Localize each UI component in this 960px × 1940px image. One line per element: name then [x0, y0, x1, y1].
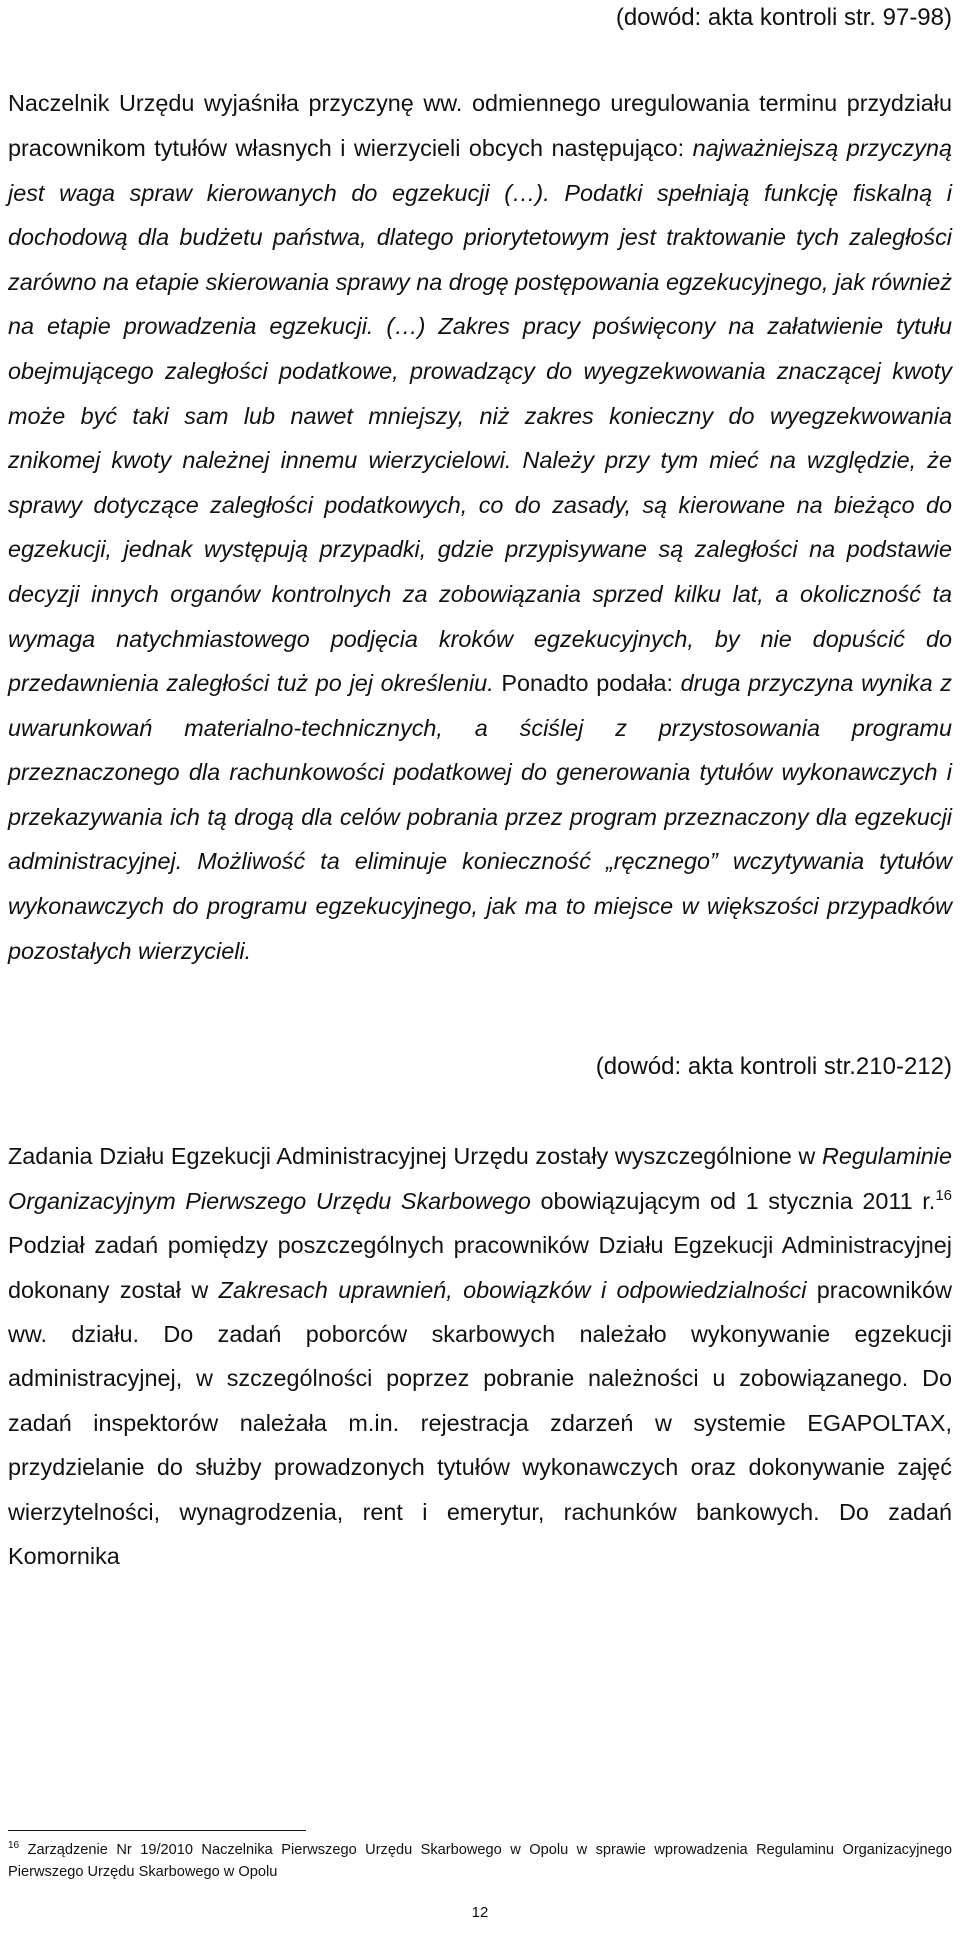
explanation-paragraph — [8, 81, 952, 973]
evidence-reference: (dowód: akta kontroli str. 97-98) — [615, 4, 952, 31]
page-number: 12 — [471, 1904, 489, 1921]
paragraph-text: obowiązującym od 1 stycznia 2011 r. — [530, 1187, 936, 1214]
quoted-explanation: druga przyczyna wynika z uwarunkowań materialno-technicznych, a ściślej z przystosowania programu przeznaczonego dla rachunkowości podatkowej do generowania tytułów wykonawczych i przekazywania ich tą drogą dla celów pobrania przez program przeznaczony dla egzekucji administracyjnej. Możliwość ta eliminuje konieczność „ręcznego” wczytywania tytułów wykonawczych do programu egzekucyjnego, jak ma to miejsce w większości przypadków pozostałych wierzycieli. — [8, 670, 952, 964]
footnote-separator — [8, 1830, 306, 1831]
document-page — [8, 0, 952, 1940]
footnote-number: 16 — [8, 1840, 20, 1852]
paragraph-text: Naczelnik Urzędu wyjaśniła przyczynę ww. odmiennego uregulowania terminu przydziału pracownikom tytułów własnych i wierzycieli obcych następująco: — [8, 90, 952, 161]
footnote-text: Zarządzenie Nr 19/2010 Naczelnika Pierwszego Urzędu Skarbowego w Opolu w sprawie wprowadzenia Regulaminu Organizacyjnego Pierwszego Urzędu Skarbowego w Opolu — [8, 1842, 952, 1880]
regulation-title: Regulaminie Organizacyjnym Pierwszego Urzędu Skarbowego — [8, 1143, 952, 1214]
paragraph-text: Ponadto podała: — [493, 670, 681, 697]
footnote-reference[interactable]: 16 — [935, 1187, 952, 1204]
document-title: Zakresach uprawnień, obowiązków i odpowiedzialności — [218, 1276, 807, 1303]
paragraph-text: pracowników ww. działu. Do zadań poborców skarbowych należało wykonywanie egzekucji administracyjnej, w szczególności poprzez pobranie należności u zobowiązanego. Do zadań inspektorów należała m.in. rejestracja zdarzeń w systemie EGAPOLTAX, przydzielanie do służby prowadzonych tytułów wykonawczych oraz dokonywanie zajęć wierzytelności, wynagrodzenia, rent i emerytur, rachunków bankowych. Do zadań Komornika — [8, 1276, 953, 1570]
evidence-reference: (dowód: akta kontroli str.210-212) — [595, 1053, 952, 1080]
paragraph-text: Zadania Działu Egzekucji Administracyjnej Urzędu zostały wyszczególnione w — [8, 1143, 822, 1170]
footnote — [8, 1839, 952, 1883]
paragraph-text: Podział zadań pomiędzy poszczególnych pracowników Działu Egzekucji Administracyjnej dokonany został w — [8, 1232, 952, 1303]
tasks-paragraph — [8, 1134, 952, 1578]
quoted-explanation: najważniejszą przyczyną jest waga spraw kierowanych do egzekucji (…). Podatki spełniają funkcję fiskalną i dochodową dla budżetu państwa, dlatego priorytetowym jest traktowanie tych zaległości zarówno na etapie skierowania sprawy na drogę postępowania egzekucyjnego, jak również na etapie prowadzenia egzekucji. (…) Zakres pracy poświęcony na załatwienie tytułu obejmującego zaległości podatkowe, prowadzący do wyegzekwowania znaczącej kwoty może być taki sam lub nawet mniejszy, niż zakres konieczny do wyegzekwowania znikomej kwoty należnej innemu wierzycielowi. Należy przy tym mieć na względzie, że sprawy dotyczące zaległości podatkowych, co do zasady, są kierowane na bieżąco do egzekucji, jednak występują przypadki, gdzie przypisywane są zaległości na podstawie decyzji innych organów kontrolnych za zobowiązania sprzed kilku lat, a okoliczność ta wymaga natychmiastowego podjęcia kroków egzekucyjnych, by nie dopuścić do przedawnienia zaległości tuż po jej określeniu. — [8, 134, 952, 697]
